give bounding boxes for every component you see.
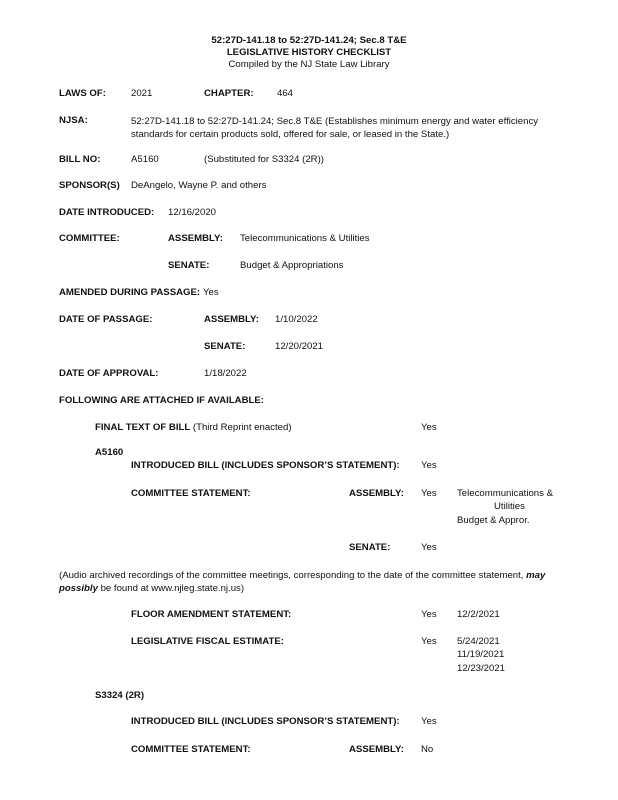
a5160-committee-label: COMMITTEE STATEMENT: [131,488,251,499]
audio-note-pre: (Audio archived recordings of the committee meetings, corresponding to the date of the committee statement, [59,570,527,581]
chapter-label: CHAPTER: [204,88,254,99]
date-introduced-value: 12/16/2020 [168,207,217,218]
audio-note [59,569,571,595]
date-of-approval-value: 1/18/2022 [204,368,247,379]
sponsors-label: SPONSOR(S) [59,180,120,191]
a5160-senate-label: SENATE: [349,542,391,553]
floor-amendment-value: Yes [421,609,437,620]
chapter-value: 464 [277,88,294,99]
passage-assembly-label: ASSEMBLY: [204,314,259,325]
document-subtitle: LEGISLATIVE HISTORY CHECKLIST [226,47,392,58]
fiscal-estimate-date-3: 12/23/2021 [457,663,506,674]
a5160-assembly-label: ASSEMBLY: [349,488,404,499]
floor-amendment-date: 12/2/2021 [457,609,500,620]
fiscal-estimate-date-1: 5/24/2021 [457,636,500,647]
s3324-committee-label: COMMITTEE STATEMENT: [131,744,251,755]
floor-amendment-label: FLOOR AMENDMENT STATEMENT: [131,609,292,620]
s3324-heading: S3324 (2R) [95,690,145,701]
a5160-assembly-committee-2: Utilities [494,501,525,512]
audio-note-emphasis: may possibly [59,570,546,594]
committee-senate-label: SENATE: [168,260,210,271]
a5160-assembly-value: Yes [421,488,437,499]
bill-no-note: (Substituted for S3324 (2R)) [204,154,324,165]
laws-of-value: 2021 [131,88,153,99]
final-text-label: FINAL TEXT OF BILL [95,422,191,433]
amended-value: Yes [203,287,219,298]
committee-assembly-label: ASSEMBLY: [168,233,223,244]
amended-label: AMENDED DURING PASSAGE: [59,287,201,298]
final-text-line [95,422,292,434]
bill-no-value: A5160 [131,154,159,165]
sponsors-value: DeAngelo, Wayne P. and others [131,180,267,191]
passage-senate-value: 12/20/2021 [275,341,324,352]
bill-no-label: BILL NO: [59,154,101,165]
a5160-heading: A5160 [95,447,124,458]
fiscal-estimate-label: LEGISLATIVE FISCAL ESTIMATE: [131,636,284,647]
document-title: 52:27D-141.18 to 52:27D-141.24; Sec.8 T&E [211,35,407,46]
a5160-senate-value: Yes [421,542,437,553]
s3324-assembly-value: No [421,744,434,755]
audio-note-post: be found at www.njleg.state.nj.us) [97,583,245,594]
njsa-value: 52:27D-141.18 to 52:27D-141.24; Sec.8 T&E (Establishes minimum energy and water efficiency standards for certain products sold, offered for sale, or leased in the State.) [131,116,539,140]
committee-assembly-value: Telecommunications & Utilities [240,233,370,244]
s3324-introduced-value: Yes [421,716,437,727]
date-of-approval-label: DATE OF APPROVAL: [59,368,159,379]
a5160-introduced-value: Yes [421,460,437,471]
date-of-passage-label: DATE OF PASSAGE: [59,314,153,325]
attached-heading: FOLLOWING ARE ATTACHED IF AVAILABLE: [59,395,264,406]
fiscal-estimate-date-2: 11/19/2021 [457,649,505,660]
final-text-value: Yes [421,422,437,433]
final-text-note: (Third Reprint enacted) [192,422,292,433]
s3324-assembly-label: ASSEMBLY: [349,744,404,755]
s3324-introduced-label: INTRODUCED BILL (INCLUDES SPONSOR’S STATEMENT): [131,716,400,727]
passage-assembly-value: 1/10/2022 [275,314,318,325]
compiled-by: Compiled by the NJ State Law Library [228,59,390,70]
a5160-assembly-committee-3: Budget & Appror. [457,515,530,526]
a5160-introduced-label: INTRODUCED BILL (INCLUDES SPONSOR’S STATEMENT): [131,460,400,471]
a5160-assembly-committee-1: Telecommunications & [457,488,553,499]
committee-label: COMMITTEE: [59,233,120,244]
njsa-label: NJSA: [59,115,88,126]
committee-senate-value: Budget & Appropriations [240,260,344,271]
fiscal-estimate-value: Yes [421,636,437,647]
laws-of-label: LAWS OF: [59,88,106,99]
date-introduced-label: DATE INTRODUCED: [59,207,155,218]
passage-senate-label: SENATE: [204,341,246,352]
